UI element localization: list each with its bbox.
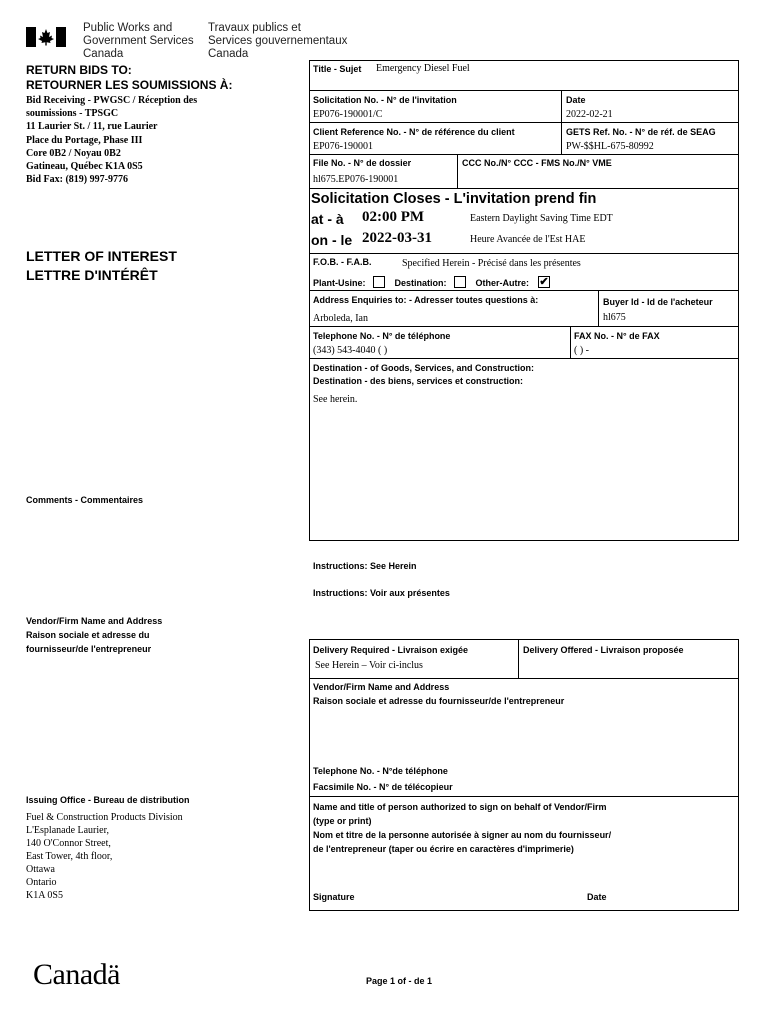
address-line: 11 Laurier St. / 11, rue Laurier [26, 121, 158, 133]
authorized-line: Name and title of person authorized to sign on behalf of Vendor/Firm [313, 802, 607, 812]
authorized-line: (type or print) [313, 816, 372, 826]
buyer-id-value: hl675 [603, 312, 626, 323]
closing-on-label: on - le [311, 232, 353, 248]
return-bids-title [26, 63, 232, 93]
delivery-required-value: See Herein – Voir ci-inclus [315, 660, 423, 671]
letter-of-interest-title [26, 247, 177, 285]
plant-usine-label: Plant-Usine: [313, 278, 366, 288]
destination-goods-label-fr: Destination - des biens, services et construction: [313, 376, 524, 386]
authorized-line: Nom et titre de la personne autorisée à signer au nom du fournisseur/ [313, 830, 612, 840]
return-bids-title-fr: RETOURNER LES SOUMISSIONS À: [26, 78, 233, 92]
destination-label: Destination: [394, 278, 447, 288]
date-label: Date [566, 95, 586, 105]
department-en-line: Canada [83, 48, 124, 60]
issuing-line: L'Esplanade Laurier, [26, 825, 110, 836]
solicitation-closes-title: Solicitation Closes - L'invitation prend fin [311, 191, 597, 207]
other-autre-checkbox[interactable]: ✔ [539, 276, 549, 289]
solicitation-number-label: Solicitation No. - N° de l'invitation [313, 95, 457, 105]
title-value: Emergency Diesel Fuel [376, 63, 470, 74]
fax-value: ( ) - [574, 345, 589, 356]
vendor-name-label-en: Vendor/Firm Name and Address [313, 682, 450, 692]
closing-at-label: at - à [311, 211, 344, 227]
fob-value: Specified Herein - Précisé dans les présentes [402, 258, 581, 269]
gets-ref-label: GETS Ref. No. - N° de réf. de SEAG [566, 127, 716, 137]
vendor-facsimile-label: Facsimile No. - N° de télécopieur [313, 782, 453, 792]
vendor-name-label-fr: Raison sociale et adresse du fournisseur/de l'entrepreneur [313, 696, 565, 706]
authorized-line: de l'entrepreneur (taper ou écrire en caractères d'imprimerie) [313, 844, 574, 854]
vendor-firm-label-line: Vendor/Firm Name and Address [26, 616, 163, 626]
department-fr-line: Canada [208, 48, 249, 60]
ccc-number-label: CCC No./N° CCC - FMS No./N° VME [462, 158, 612, 168]
delivery-required-label: Delivery Required - Livraison exigée [313, 645, 469, 655]
page-number: Page 1 of - de 1 [366, 976, 433, 986]
instructions-en: Instructions: See Herein [313, 561, 417, 571]
department-name-fr [208, 22, 347, 61]
destination-checkbox[interactable] [454, 276, 466, 288]
plant-usine-checkbox[interactable] [373, 276, 385, 288]
department-en-line: Public Works and [83, 22, 173, 34]
department-en-line: Government Services [83, 35, 194, 47]
address-enquiries-value: Arboleda, Ian [313, 313, 368, 324]
letter-title-en: LETTER OF INTEREST [26, 248, 177, 264]
address-enquiries-label: Address Enquiries to: - Adresser toutes questions à: [313, 295, 539, 305]
maple-leaf-icon [26, 27, 66, 47]
file-number-label: File No. - N° de dossier [313, 158, 412, 168]
other-autre-label: Other-Autre: [475, 278, 530, 288]
date-value: 2022-02-21 [566, 109, 613, 120]
vendor-firm-label-line: Raison sociale et adresse du [26, 630, 150, 640]
telephone-value: (343) 543-4040 ( ) [313, 345, 388, 356]
department-fr-line: Travaux publics et [208, 22, 301, 34]
closing-time-value: 02:00 PM [362, 209, 425, 225]
destination-goods-label-en: Destination - of Goods, Services, and Construction: [313, 363, 535, 373]
department-fr-line: Services gouvernementaux [208, 35, 348, 47]
canada-flag-logo [26, 27, 66, 47]
address-line: Place du Portage, Phase III [26, 134, 143, 146]
authorized-person-label [313, 800, 611, 856]
solicitation-number-value: EP076-190001/C [313, 109, 383, 120]
department-name-en [83, 22, 194, 61]
return-bids-title-en: RETURN BIDS TO: [26, 63, 132, 77]
issuing-office-title: Issuing Office - Bureau de distribution [26, 795, 190, 805]
issuing-line: 140 O'Connor Street, [26, 838, 111, 849]
address-line: Gatineau, Québec K1A 0S5 [26, 161, 143, 173]
address-line: Bid Receiving - PWGSC / Réception des [26, 95, 198, 106]
timezone-fr: Heure Avancée de l'Est HAE [470, 234, 586, 245]
closing-date-value: 2022-03-31 [362, 230, 432, 246]
client-reference-label: Client Reference No. - N° de référence du client [313, 127, 515, 137]
letter-title-fr: LETTRE D'INTÉRÊT [26, 267, 158, 283]
signature-date-label: Date [587, 892, 607, 902]
title-label: Title - Sujet [313, 64, 362, 74]
issuing-line: Fuel & Construction Products Division [26, 812, 183, 823]
issuing-line: East Tower, 4th floor, [26, 851, 113, 862]
vendor-firm-label [26, 614, 162, 656]
client-reference-value: EP076-190001 [313, 141, 373, 152]
instructions-fr: Instructions: Voir aux présentes [313, 588, 450, 598]
comments-label: Comments - Commentaires [26, 495, 144, 505]
issuing-line: Ottawa [26, 864, 55, 875]
gets-ref-value: PW-$$HL-675-80992 [566, 141, 654, 152]
return-bids-address [26, 94, 197, 186]
issuing-office-address [26, 811, 183, 902]
signature-label: Signature [313, 892, 355, 902]
file-number-value: hl675.EP076-190001 [313, 174, 399, 185]
delivery-offered-label: Delivery Offered - Livraison proposée [523, 645, 684, 655]
vendor-firm-label-line: fournisseur/de l'entrepreneur [26, 644, 152, 654]
address-line: Core 0B2 / Noyau 0B2 [26, 147, 121, 159]
issuing-line: K1A 0S5 [26, 890, 63, 901]
timezone-en: Eastern Daylight Saving Time EDT [470, 213, 613, 224]
vendor-telephone-label: Telephone No. - N°de téléphone [313, 766, 448, 776]
issuing-line: Ontario [26, 877, 57, 888]
fob-options [313, 273, 550, 291]
fax-label: FAX No. - N° de FAX [574, 331, 660, 341]
canada-wordmark: Canadä [33, 958, 120, 991]
buyer-id-label: Buyer Id - Id de l'acheteur [603, 297, 713, 307]
destination-goods-value: See herein. [313, 394, 358, 405]
address-line: soumissions - TPSGC [26, 108, 119, 120]
telephone-label: Telephone No. - N° de téléphone [313, 331, 451, 341]
address-line: Bid Fax: (819) 997-9776 [26, 174, 128, 186]
fob-label: F.O.B. - F.A.B. [313, 257, 372, 267]
